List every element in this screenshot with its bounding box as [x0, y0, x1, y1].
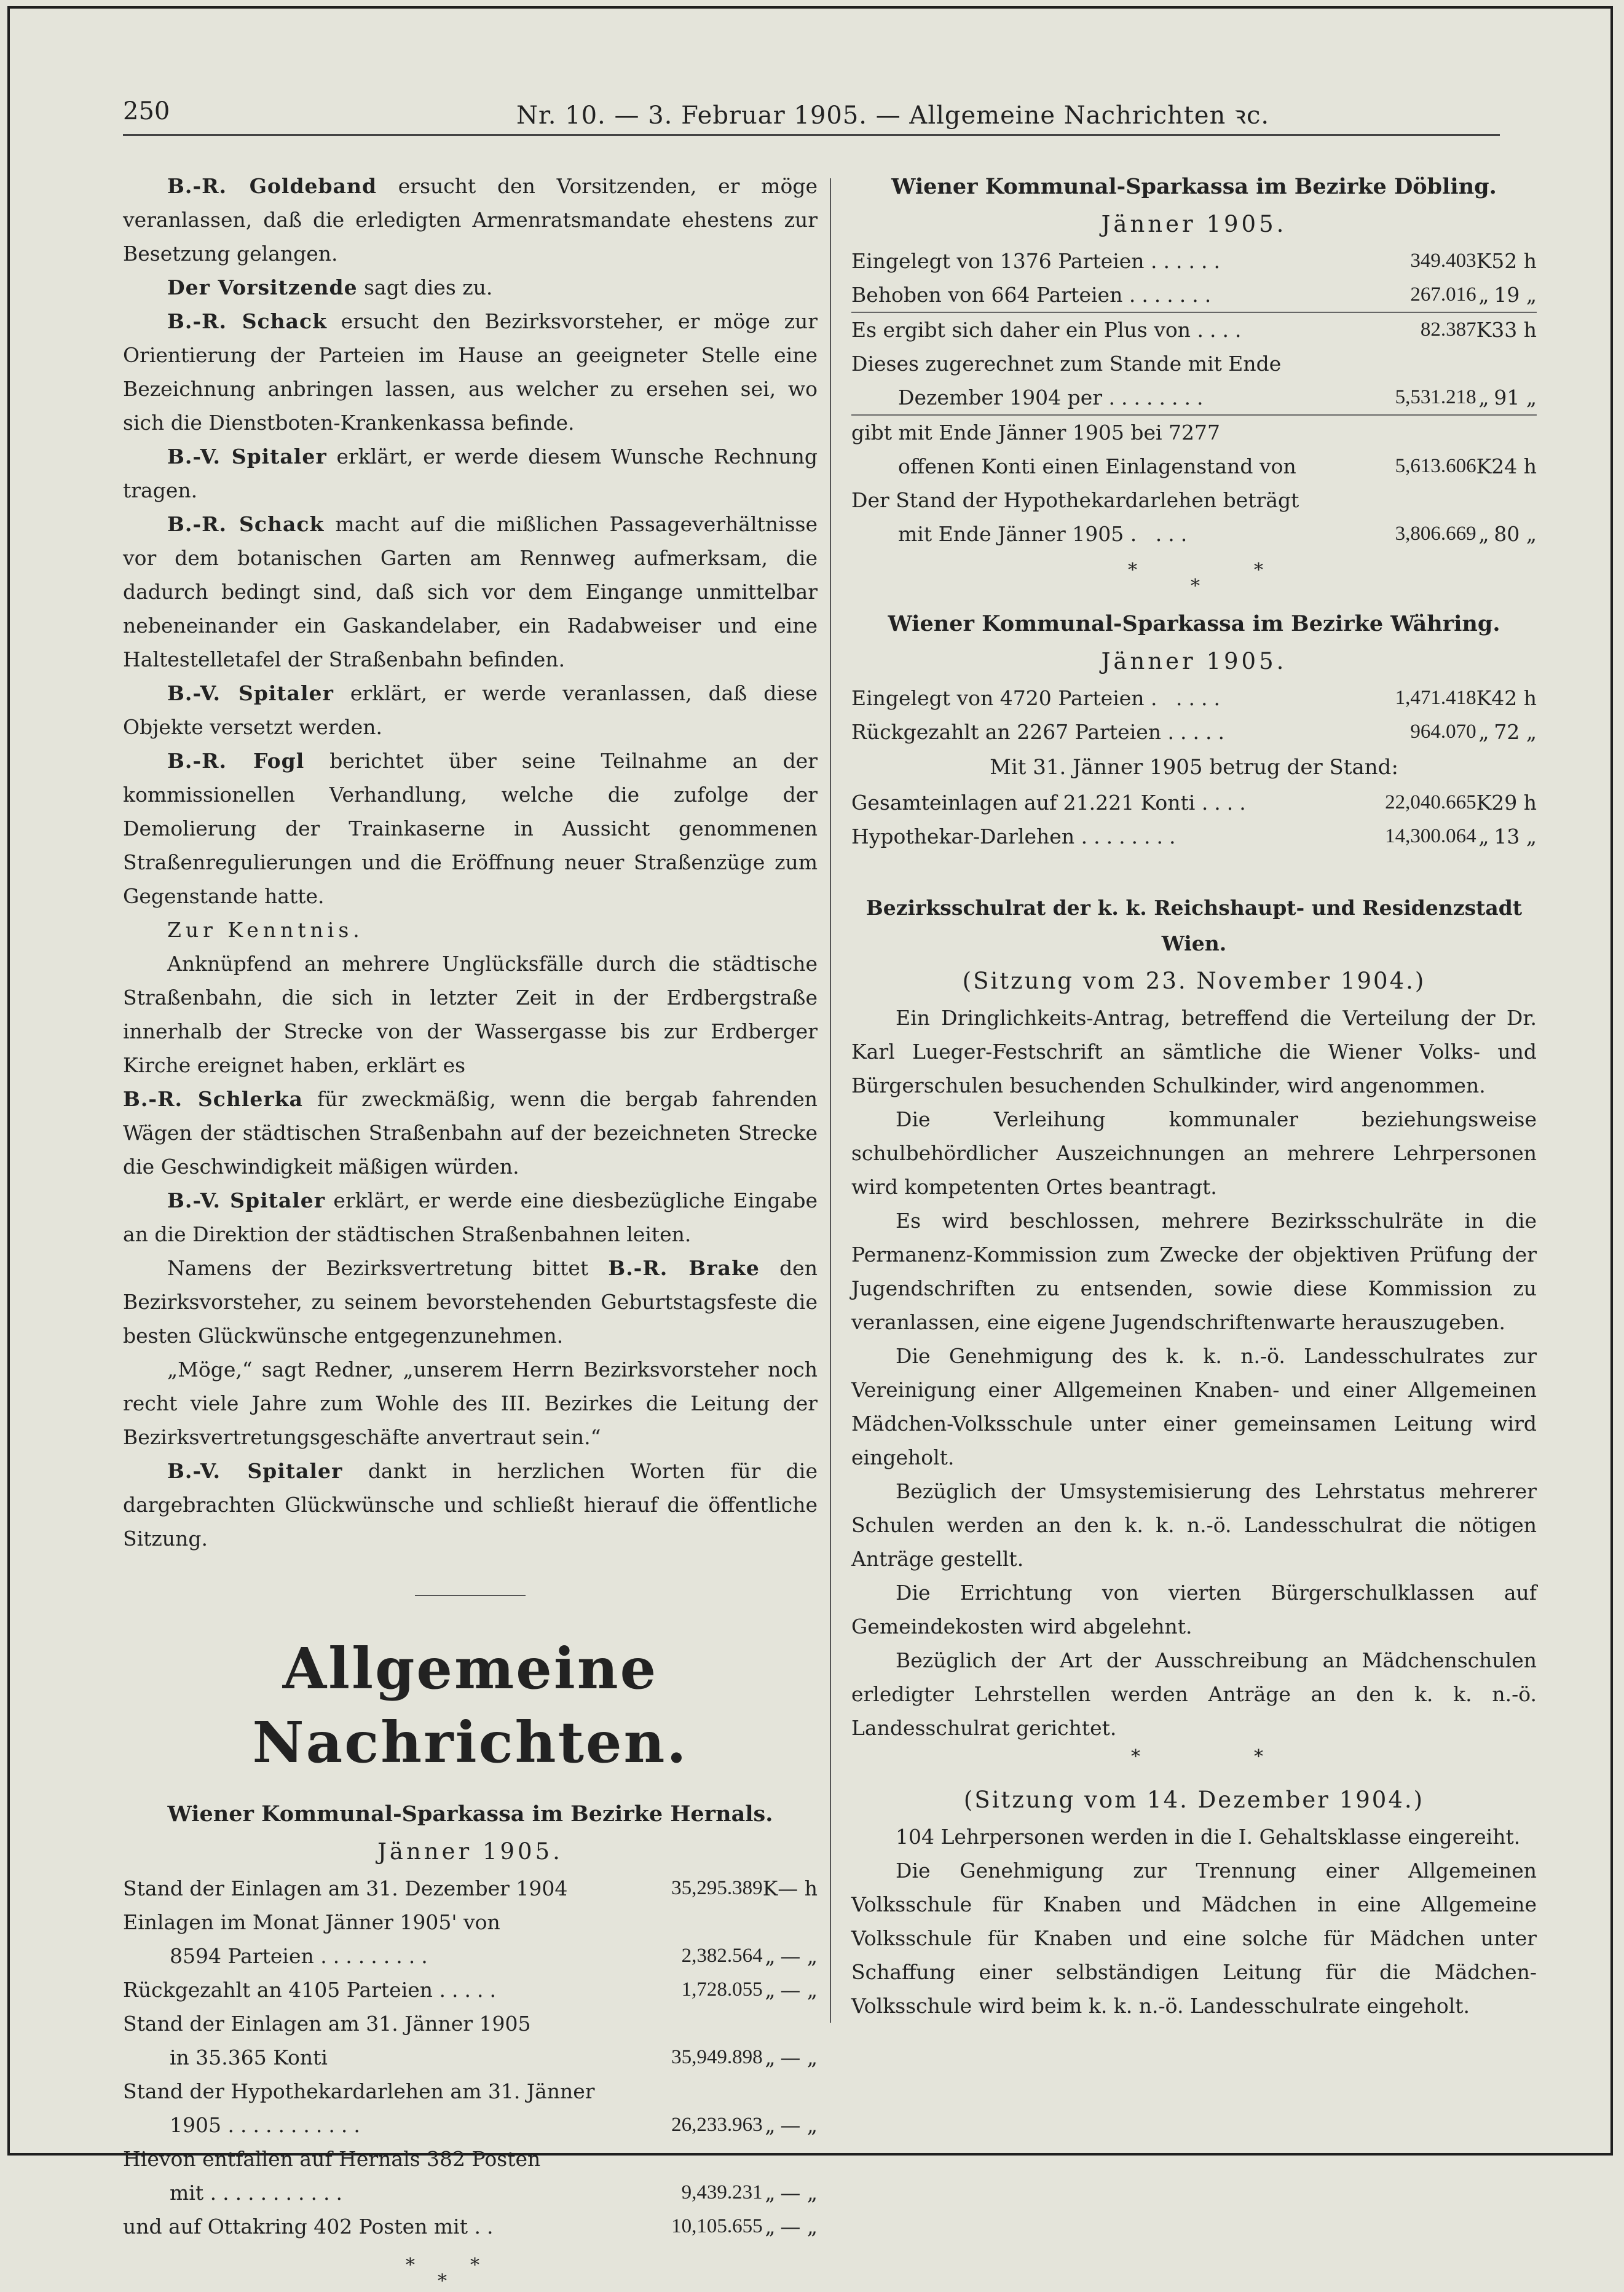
table-row: Stand der Hypothekardarlehen am 31. Jänner — [123, 2079, 595, 2103]
paragraph — [123, 1454, 818, 1555]
report-title: Wiener Kommunal-Sparkassa im Bezirke Währing. — [888, 611, 1500, 636]
left-column — [123, 169, 818, 2292]
session-heading: (Sitzung vom 14. Dezember 1904.) — [963, 1787, 1425, 1813]
paragraph: Zur Kenntnis. — [167, 918, 364, 942]
star: * — [1128, 559, 1137, 581]
paragraph — [123, 1251, 818, 1353]
status-line: Mit 31. Jänner 1905 betrug der Stand: — [990, 755, 1398, 780]
table-row: Behoben von 664 Parteien ....... 267.016 „ 19 „ — [851, 278, 1537, 312]
paragraph: 104 Lehrpersonen werden in die I. Gehaltsklasse eingereiht. — [896, 1825, 1521, 1849]
paragraph — [123, 744, 818, 913]
paragraph-text: den Bezirksvorsteher, zu seinem bevorstehenden Geburtstagsfeste die besten Glückwünsche entgegenzunehmen. — [123, 1256, 818, 1348]
waehring-table-2 — [851, 786, 1537, 853]
paragraph: Die Genehmigung zur Trennung einer Allgemeinen Volksschule für Knaben und Mädchen in eine Allgemeine Volksschule für Knaben und eine solche für Mädchen unter Schaffung einer selbständigen Leitung für die Mädchen-Volksschule wird beim k. k. n.-ö. Landesschulrate eingeholt. — [851, 1859, 1537, 2018]
page-header — [123, 97, 1500, 136]
paragraph — [123, 507, 818, 676]
paragraph: Bezüglich der Umsystemisierung des Lehrstatus mehrerer Schulen werden an den k. k. n.-ö. Landesschulrat die nötigen Anträge gestellt. — [851, 1479, 1537, 1571]
table-row: Der Stand der Hypothekardarlehen beträgt — [851, 488, 1299, 512]
report-title: Wiener Kommunal-Sparkassa im Bezirke Hernals. — [167, 1801, 773, 1827]
report-month: Jänner 1905. — [1101, 211, 1287, 237]
paragraph-text: berichtet über seine Teilnahme an der kommissionellen Verhandlung, welche die zufolge der Demolierung der Trainkaserne in Aussicht genommenen Straßenregulierungen und die Eröffnung neuer Straßenzüge zum Gegenstande hatte. — [123, 749, 818, 908]
table-row: 8594 Parteien ......... 2,382.564 „ — „ — [170, 1944, 818, 1968]
table-row: 1905 ........... 26,233.963 „ — „ — [170, 2113, 818, 2137]
paragraph — [123, 440, 818, 507]
speaker: B.-R. Schack — [167, 512, 325, 536]
paragraph — [123, 1184, 818, 1251]
doebling-table — [851, 244, 1537, 551]
table-row: Dezember 1904 per ........ 5,531.218 „ 91 „ — [851, 381, 1537, 415]
star: * — [406, 2254, 415, 2276]
table-row: Dieses zugerechnet zum Stande mit Ende — [851, 352, 1282, 376]
column-divider — [830, 178, 831, 2023]
table-row: Stand der Einlagen am 31. Jänner 1905 — [123, 2012, 531, 2036]
asterism — [851, 1745, 1537, 1769]
report-month: Jänner 1905. — [1101, 648, 1287, 674]
report-title: Wiener Kommunal-Sparkassa im Bezirke Döbling. — [891, 174, 1497, 199]
paragraph-text: erklärt, er werde eine diesbezügliche Eingabe an die Direktion der städtischen Straßenbahnen leiten. — [123, 1188, 818, 1246]
star: * — [470, 2254, 479, 2276]
star: * — [1254, 559, 1263, 581]
table-row: und auf Ottakring 402 Posten mit .. 10,105.655 „ — „ — [123, 2215, 818, 2239]
paragraph: Ein Dringlichkeits-Antrag, betreffend die Verteilung der Dr. Karl Lueger-Festschrift an sämtliche die Wiener Volks- und Bürgerschulen besuchenden Schulkinder, wird angenommen. — [851, 1006, 1537, 1097]
asterism — [123, 2243, 818, 2292]
table-row: Rückgezahlt an 4105 Parteien ..... 1,728.055 „ — „ — [123, 1978, 818, 2002]
waehring-table — [851, 681, 1537, 749]
paragraph-text: sagt dies zu. — [364, 275, 493, 299]
speaker: B.-R. Brake — [608, 1256, 760, 1280]
speaker: B.-R. Fogl — [167, 749, 305, 773]
paragraph: Anknüpfend an mehrere Unglücksfälle durch die städtische Straßenbahn, die sich in letzter Zeit in der Erdbergstraße innerhalb der Strecke von der Wassergasse bis zur Erdberger Kirche ereignet haben, erklärt es — [123, 952, 818, 1077]
table-row: Hypothekar-Darlehen ........ 14,300.064 „ 13 „ — [851, 824, 1537, 848]
star: * — [438, 2270, 447, 2292]
speaker: B.-R. Schlerka — [123, 1087, 303, 1111]
speaker: B.-V. Spitaler — [167, 1188, 326, 1212]
paragraph-text: erklärt, er werde veranlassen, daß diese Objekte versetzt werden. — [123, 681, 818, 739]
speaker: B.-V. Spitaler — [167, 1459, 343, 1483]
speaker: B.-V. Spitaler — [167, 445, 327, 468]
waehring-report — [851, 606, 1537, 853]
table-row: Hievon entfallen auf Hernals 382 Posten — [123, 2147, 541, 2171]
paragraph — [123, 169, 818, 271]
hernals-table — [123, 1871, 818, 2243]
speaker: Der Vorsitzende — [167, 275, 358, 299]
star: * — [1191, 575, 1200, 597]
paragraph-text: dankt in herzlichen Worten für die dargebrachten Glückwünsche und schließt hierauf die öffentliche Sitzung. — [123, 1459, 818, 1551]
hernals-report — [123, 1796, 818, 2292]
table-row: gibt mit Ende Jänner 1905 bei 7277 — [851, 421, 1220, 445]
report-title: Bezirksschulrat der k. k. Reichshaupt- und Residenzstadt Wien. — [865, 896, 1523, 955]
table-row: Stand der Einlagen am 31. Dezember 1904 35,295.389 K — h — [123, 1876, 818, 1900]
paragraph — [123, 1082, 818, 1184]
right-column — [851, 169, 1537, 2023]
paragraph-text: ersucht den Vorsitzenden, er möge veranlassen, daß die erledigten Armenratsmandate ehestens zur Besetzung gelangen. — [123, 174, 818, 266]
paragraph-text: für zweckmäßig, wenn die bergab fahrenden Wägen der städtischen Straßenbahn auf der bezeichneten Strecke die Geschwindigkeit mäßigen würden. — [123, 1087, 818, 1179]
table-row: Gesamteinlagen auf 21.221 Konti .... 22,040.665 K 29 h — [851, 791, 1537, 815]
paragraph: Die Errichtung von vierten Bürgerschulklassen auf Gemeindekosten wird abgelehnt. — [851, 1581, 1537, 1638]
paragraph: „Möge,“ sagt Redner, „unserem Herrn Bezirksvorsteher noch recht viele Jahre zum Wohle des III. Bezirkes die Leitung der Bezirksvertretungsgeschäfte anvertraut sein.“ — [123, 1357, 818, 1449]
paragraph: Die Verleihung kommunaler beziehungsweise schulbehördlicher Auszeichnungen an mehrere Lehrpersonen wird kompetenten Ortes beantragt. — [851, 1107, 1537, 1199]
page-number: 250 — [123, 97, 170, 125]
table-row: offenen Konti einen Einlagenstand von 5,613.606 K 24 h — [898, 454, 1537, 478]
asterism — [851, 551, 1537, 597]
table-row: Es ergibt sich daher ein Plus von .... 82.387 K 33 h — [851, 318, 1537, 342]
speaker: B.-R. Schack — [167, 309, 327, 333]
paragraph — [123, 304, 818, 440]
paragraph: Die Genehmigung des k. k. n.-ö. Landesschulrates zur Vereinigung einer Allgemeinen Knaben- und einer Allgemeinen Mädchen-Volksschule unter einer gemeinsamen Leitung wird eingeholt. — [851, 1344, 1537, 1469]
table-row: Rückgezahlt an 2267 Parteien ..... 964.070 „ 72 „ — [851, 720, 1537, 744]
minutes-text — [123, 169, 818, 1555]
paragraph — [123, 676, 818, 744]
paragraph-text: ersucht den Bezirksvorsteher, er möge zur Orientierung der Parteien im Hause an geeigneter Stelle eine Bezeichnung anbringen lassen, aus welcher zu ersehen sei, wo sich die Dienstboten-Krankenkassa befinde. — [123, 309, 818, 435]
session-heading: (Sitzung vom 23. November 1904.) — [962, 968, 1426, 994]
speaker: B.-R. Goldeband — [167, 174, 377, 198]
table-row: Eingelegt von 4720 Parteien . .... 1,471.418 K 42 h — [851, 686, 1537, 710]
speaker: B.-V. Spitaler — [167, 681, 334, 705]
paragraph — [123, 271, 818, 304]
paragraph-text: Namens der Bezirksvertretung bittet — [167, 1256, 589, 1280]
table-row: in 35.365 Konti 35,949.898 „ — „ — [170, 2045, 818, 2069]
star: * — [1131, 1746, 1140, 1768]
schulrat-report — [851, 890, 1537, 2023]
report-month: Jänner 1905. — [377, 1838, 563, 1865]
paragraph-text: macht auf die mißlichen Passageverhältnisse vor dem botanischen Garten am Rennweg aufmerksam, die dadurch bedingt sind, daß sich vor dem Eingange unmittelbar nebeneinander ein Gaskandelaber, ein Radabweiser und eine Haltestelletafel der Straßenbahn befinden. — [123, 512, 818, 671]
table-row: mit ........... 9,439.231 „ — „ — [170, 2181, 818, 2205]
table-row: Eingelegt von 1376 Parteien ...... 349.403 K 52 h — [851, 249, 1537, 273]
table-row: Einlagen im Monat Jänner 1905' von — [123, 1910, 500, 1934]
paragraph: Es wird beschlossen, mehrere Bezirksschulräte in die Permanenz-Kommission zum Zwecke der objektiven Prüfung der Jugendschriften zu entsenden, sowie diese Kommission zu veranlassen, eine eigene Jugendschriftenwarte herauszugeben. — [851, 1209, 1537, 1334]
paragraph: Bezüglich der Art der Ausschreibung an Mädchenschulen erledigter Lehrstellen werden Anträge an den k. k. n.-ö. Landesschulrat gerichtet. — [851, 1648, 1537, 1740]
star: * — [1254, 1746, 1263, 1768]
section-heading: Allgemeine Nachrichten. — [252, 1635, 688, 1776]
table-row: mit Ende Jänner 1905 . ... 3,806.669 „ 80 „ — [898, 522, 1537, 546]
running-title: Nr. 10. — 3. Februar 1905. — Allgemeine Nachrichten ꝛc. — [516, 101, 1270, 130]
paragraph-text: erklärt, er werde diesem Wunsche Rechnung tragen. — [123, 445, 818, 502]
doebling-report — [851, 169, 1537, 597]
